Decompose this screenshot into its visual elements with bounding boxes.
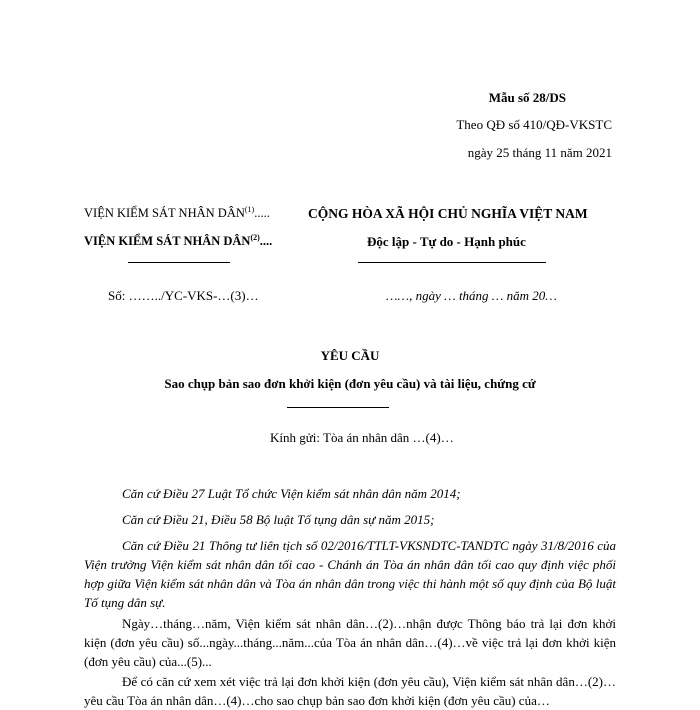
issuer-line-2: [84, 234, 272, 249]
document-number: Số: ……../YC-VKS-…(3)…: [108, 288, 259, 303]
nation-motto: Độc lập - Tự do - Hạnh phúc: [367, 234, 526, 249]
place-date: ……, ngày … tháng … năm 20…: [386, 288, 557, 303]
document-subtitle: Sao chụp bản sao đơn khởi kiện (đơn yêu cầu) và tài liệu, chứng cứ: [164, 376, 536, 391]
form-code: Mẫu số 28/DS: [488, 90, 566, 105]
legal-basis-1: Căn cứ Điều 27 Luật Tổ chức Viện kiểm sát nhân dân năm 2014;: [122, 486, 461, 501]
body-paragraph-2: Để có căn cứ xem xét việc trả lại đơn khởi kiện (đơn yêu cầu), Viện kiểm sát nhân dân…(2)… yêu cầu Tòa án nhân dân…(4)…cho sao chụp bản sao đơn khởi kiện (đơn yêu cầu) của…: [84, 674, 616, 708]
document-title: YÊU CẦU: [320, 348, 380, 363]
body-paragraph-1: Ngày…tháng…năm, Viện kiểm sát nhân dân…(2)…nhận được Thông báo trả lại đơn khởi kiện (đơn yêu cầu) số...ngày...tháng...năm...của Tòa án nhân dân…(4)…về việc trả lại đơn khởi kiện (đơn yêu cầu) của...(5)...: [84, 616, 616, 669]
issuer-line-2-text: VIỆN KIỂM SÁT NHÂN DÂN: [84, 234, 251, 248]
issuer-line-1-text: VIỆN KIỂM SÁT NHÂN DÂN: [84, 206, 245, 220]
issuer-line-1: [84, 206, 270, 221]
nation-name: CỘNG HÒA XÃ HỘI CHỦ NGHĨA VIỆT NAM: [308, 206, 588, 221]
motto-underline: [358, 262, 546, 263]
legal-basis-3: Căn cứ Điều 21 Thông tư liên tịch số 02/2016/TTLT-VKSNDTC-TANDTC ngày 31/8/2016 của Viện trưởng Viện kiểm sát nhân dân tối cao - Chánh án Tòa án nhân dân tối cao quy định việc phối hợp giữa Viện kiểm sát nhân dân và Tòa án nhân dân trong việc thi hành một số quy định của Bộ luật Tố tụng dân sự.: [84, 538, 616, 610]
title-underline: [287, 407, 389, 408]
form-decision: Theo QĐ số 410/QĐ-VKSTC: [456, 117, 612, 132]
issuer-line-2-sup: (2): [250, 232, 260, 242]
issuer-line-1-sup: (1): [244, 204, 255, 214]
issuer-underline: [128, 262, 230, 263]
issuer-line-2-dots: ....: [259, 234, 273, 248]
recipient: Kính gửi: Tòa án nhân dân …(4)…: [270, 430, 454, 445]
legal-basis-2: Căn cứ Điều 21, Điều 58 Bộ luật Tố tụng dân sự năm 2015;: [122, 512, 435, 527]
form-date: ngày 25 tháng 11 năm 2021: [467, 145, 612, 160]
issuer-line-1-dots: .....: [254, 206, 270, 220]
